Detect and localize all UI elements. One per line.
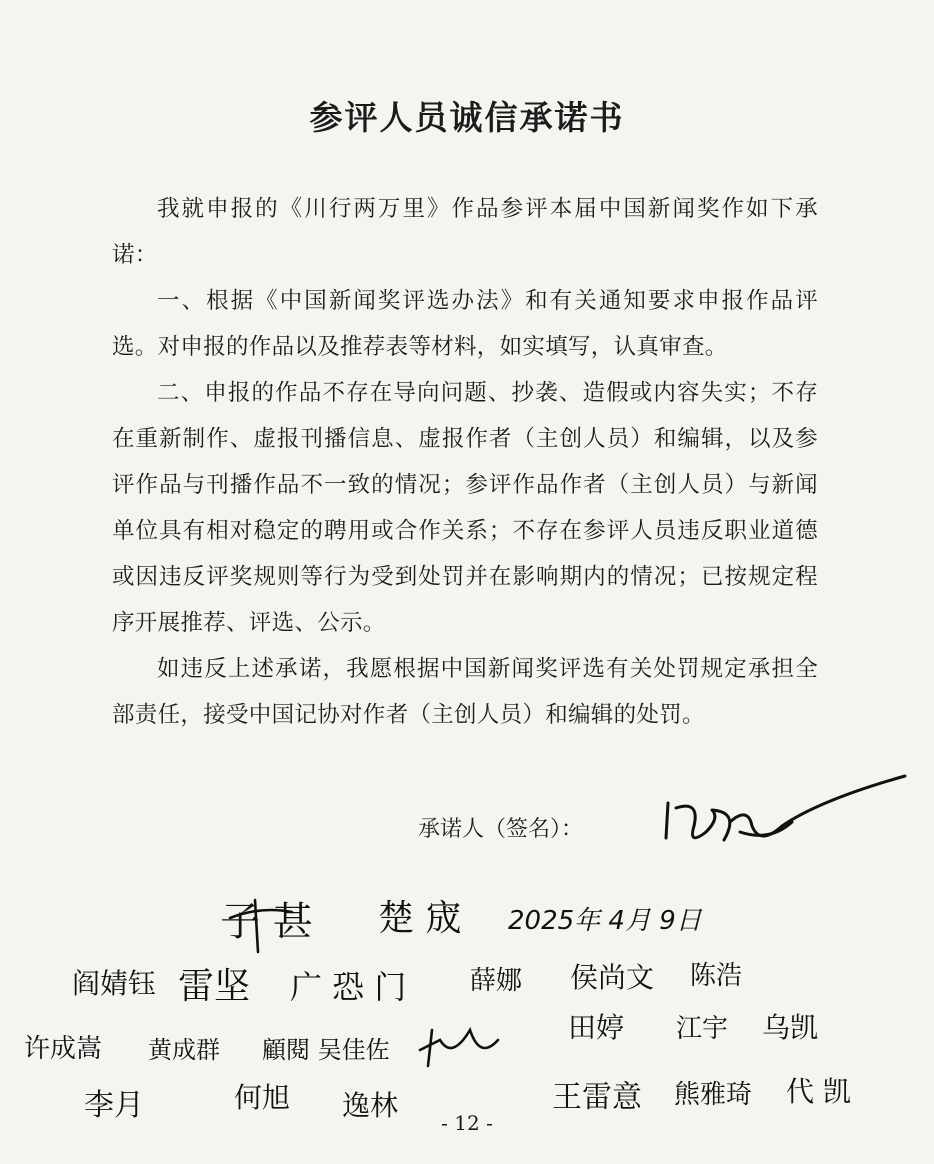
signature-handwritten: 楚 宬 xyxy=(378,898,462,939)
signature-handwritten: 子 甚 xyxy=(220,899,313,945)
paragraph-two: 二、申报的作品不存在导向问题、抄袭、造假或内容失实；不存在重新制作、虚报刊播信息、虚报作者（主创人员）和编辑，以及参评作品与刊播作品不一致的情况；参评作品作者（主创人员）与新闻单位具有相对稳定的聘用或合作关系；不存在参评人员违反职业道德或因违反评奖规则等行为受到处罚并在影响期内的情况；已按规定程序开展推荐、评选、公示。 xyxy=(112,380,818,636)
paragraph-closing: 如违反上述承诺，我愿根据中国新闻奖评选有关处罚规定承担全部责任，接受中国记协对作者（主创人员）和编辑的处罚。 xyxy=(112,656,818,728)
signature-handwritten: 雷坚 xyxy=(178,966,251,1007)
paragraph-one: 一、根据《中国新闻奖评选办法》和有关通知要求申报作品评选。对申报的作品以及推荐表等材料，如实填写，认真审查。 xyxy=(112,288,818,360)
signature-handwritten: 逸林 xyxy=(342,1089,399,1122)
paragraph-intro: 我就申报的《川行两万里》作品参评本届中国新闻奖作如下承诺： xyxy=(112,196,818,268)
document-title: 参评人员诚信承诺书 xyxy=(309,98,625,137)
signature-handwritten: 李月 xyxy=(84,1088,144,1123)
signature-handwritten: 侯尚文 xyxy=(570,961,655,994)
signature-handwritten: 熊雅琦 xyxy=(674,1080,753,1110)
signature-handwritten: 代 凯 xyxy=(786,1075,851,1108)
signature-handwritten: 黄成群 xyxy=(148,1036,220,1064)
signature-handwritten: 薛娜 xyxy=(470,966,523,996)
document-body xyxy=(112,186,818,738)
signature-handwritten: 何旭 xyxy=(234,1081,291,1114)
signature-handwritten: 田婷 xyxy=(568,1011,625,1044)
signature-handwritten: 乌凯 xyxy=(762,1011,819,1044)
signature-handwritten: 阎婧钰 xyxy=(72,967,157,1000)
signature-handwritten: 王雷意 xyxy=(552,1080,642,1115)
signature-handwritten: 江宇 xyxy=(676,1014,729,1044)
signature-handwritten: 顧閱 吴佳佐 xyxy=(262,1036,390,1064)
signature-date: 2025年 4月 9日 xyxy=(508,906,702,936)
signature-label: 承诺人（签名）： xyxy=(418,817,584,842)
signature-handwritten: 广 恐 门 xyxy=(290,968,407,1006)
page-number: - 12 - xyxy=(441,1111,493,1135)
signature-handwritten: 陈浩 xyxy=(690,961,743,991)
signature-handwritten: 许成嵩 xyxy=(24,1034,103,1064)
